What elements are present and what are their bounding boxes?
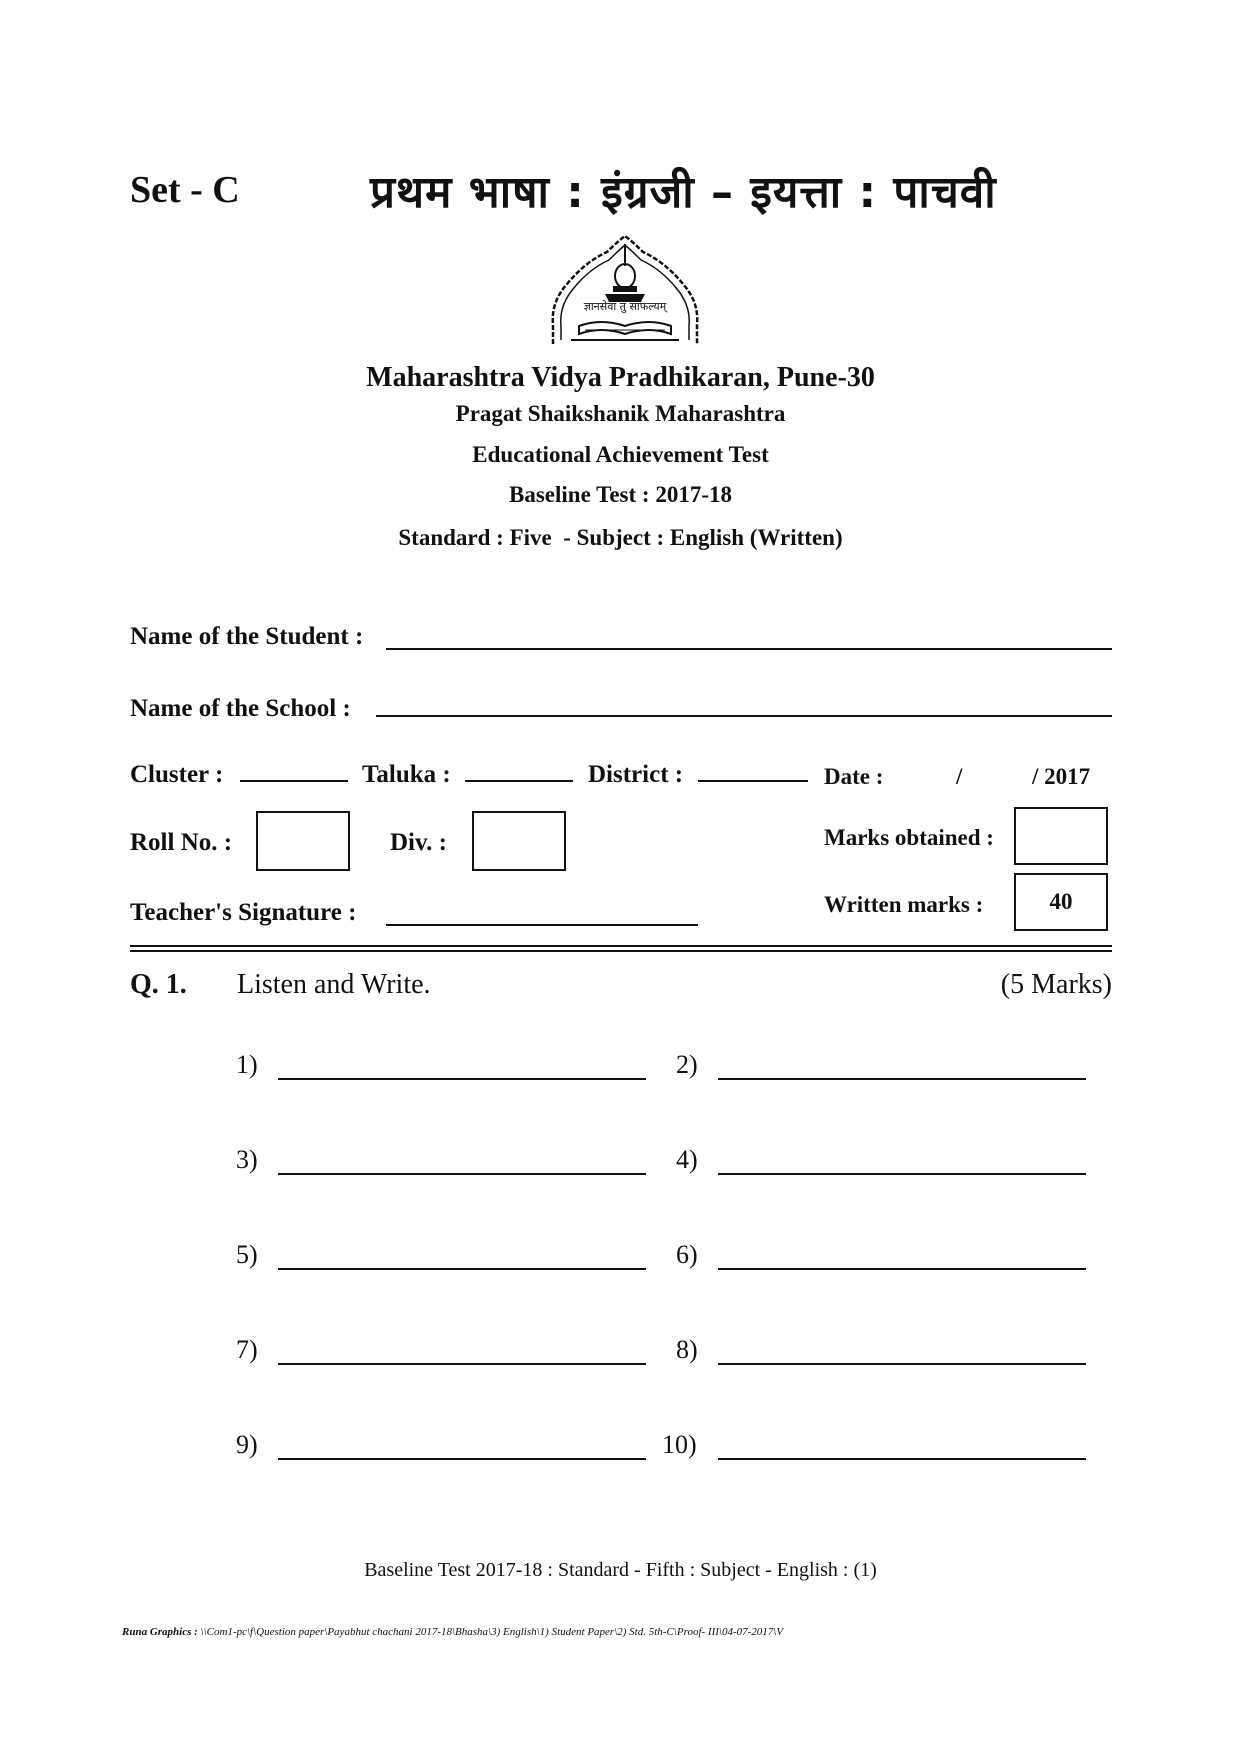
- print-credit: [122, 1626, 783, 1638]
- date-label: Date :: [824, 764, 884, 789]
- cluster-label: Cluster :: [130, 761, 224, 788]
- section-divider: [130, 945, 1112, 952]
- roll-no-box[interactable]: [256, 811, 350, 871]
- answer-label-9: 9): [236, 1430, 258, 1459]
- answer-line-8[interactable]: [718, 1363, 1086, 1365]
- school-name-field[interactable]: [376, 715, 1112, 717]
- school-name-label: Name of the School :: [130, 695, 351, 722]
- answer-label-4: 4): [676, 1145, 698, 1174]
- teacher-signature-label: Teacher's Signature :: [130, 899, 357, 926]
- answer-label-10: 10): [662, 1430, 697, 1459]
- div-label: Div. :: [390, 829, 447, 856]
- set-label: Set - C: [130, 169, 240, 211]
- student-name-label: Name of the Student :: [130, 623, 364, 650]
- roll-no-label: Roll No. :: [130, 829, 233, 856]
- emblem-motto: ज्ञानसेवा तु साफल्यम्: [583, 300, 667, 313]
- date-separator: /: [956, 764, 963, 789]
- program-name: Pragat Shaikshanik Maharashtra: [455, 401, 786, 426]
- answer-line-4[interactable]: [718, 1173, 1086, 1175]
- taluka-field[interactable]: [465, 780, 573, 782]
- question-instruction: Listen and Write.: [237, 969, 431, 1000]
- taluka-label: Taluka :: [362, 761, 451, 788]
- question-number: Q. 1.: [130, 969, 187, 1000]
- marks-obtained-box[interactable]: [1014, 807, 1108, 865]
- answer-line-2[interactable]: [718, 1078, 1086, 1080]
- marks-obtained-label: Marks obtained :: [824, 825, 994, 850]
- answer-line-10[interactable]: [718, 1458, 1086, 1460]
- answer-label-2: 2): [676, 1050, 698, 1079]
- answer-line-9[interactable]: [278, 1458, 646, 1460]
- org-name: Maharashtra Vidya Pradhikaran, Pune-30: [366, 362, 875, 393]
- answer-label-8: 8): [676, 1335, 698, 1364]
- standard-subject: Standard : Five - Subject : English (Written): [398, 525, 843, 550]
- answer-line-5[interactable]: [278, 1268, 646, 1270]
- print-credit-path: \\Com1-pc\f\Question paper\Payabhut chachani 2017-18\Bhasha\3) English\1) Student Paper\2) Std. 5th-C\Proof- III\04-07-2017\V: [200, 1626, 784, 1638]
- teacher-signature-field[interactable]: [386, 924, 698, 926]
- emblem-logo: [545, 232, 705, 352]
- cluster-field[interactable]: [240, 780, 348, 782]
- baseline-label: Baseline Test : 2017-18: [509, 482, 732, 507]
- written-marks-box: [1014, 873, 1108, 931]
- answer-line-1[interactable]: [278, 1078, 646, 1080]
- test-name: Educational Achievement Test: [472, 442, 769, 467]
- written-marks-label: Written marks :: [824, 892, 984, 917]
- question-marks: (5 Marks): [1000, 969, 1112, 1000]
- answer-line-3[interactable]: [278, 1173, 646, 1175]
- district-label: District :: [588, 761, 684, 788]
- answer-line-6[interactable]: [718, 1268, 1086, 1270]
- page-footer: Baseline Test 2017-18 : Standard - Fifth : Subject - English : (1): [364, 1559, 877, 1581]
- written-marks-value: 40: [1049, 889, 1073, 914]
- answer-label-1: 1): [236, 1050, 258, 1079]
- print-credit-label: Runa Graphics :: [122, 1626, 198, 1638]
- date-year: / 2017: [1032, 764, 1091, 789]
- answer-line-7[interactable]: [278, 1363, 646, 1365]
- answer-label-3: 3): [236, 1145, 258, 1174]
- district-field[interactable]: [698, 780, 808, 782]
- div-box[interactable]: [472, 811, 566, 871]
- answer-label-5: 5): [236, 1240, 258, 1269]
- student-name-field[interactable]: [386, 648, 1112, 650]
- hindi-title: प्रथम भाषा : इंग्रजी – इयत्ता : पाचवी: [370, 167, 997, 218]
- answer-label-7: 7): [236, 1335, 258, 1364]
- answer-label-6: 6): [676, 1240, 698, 1269]
